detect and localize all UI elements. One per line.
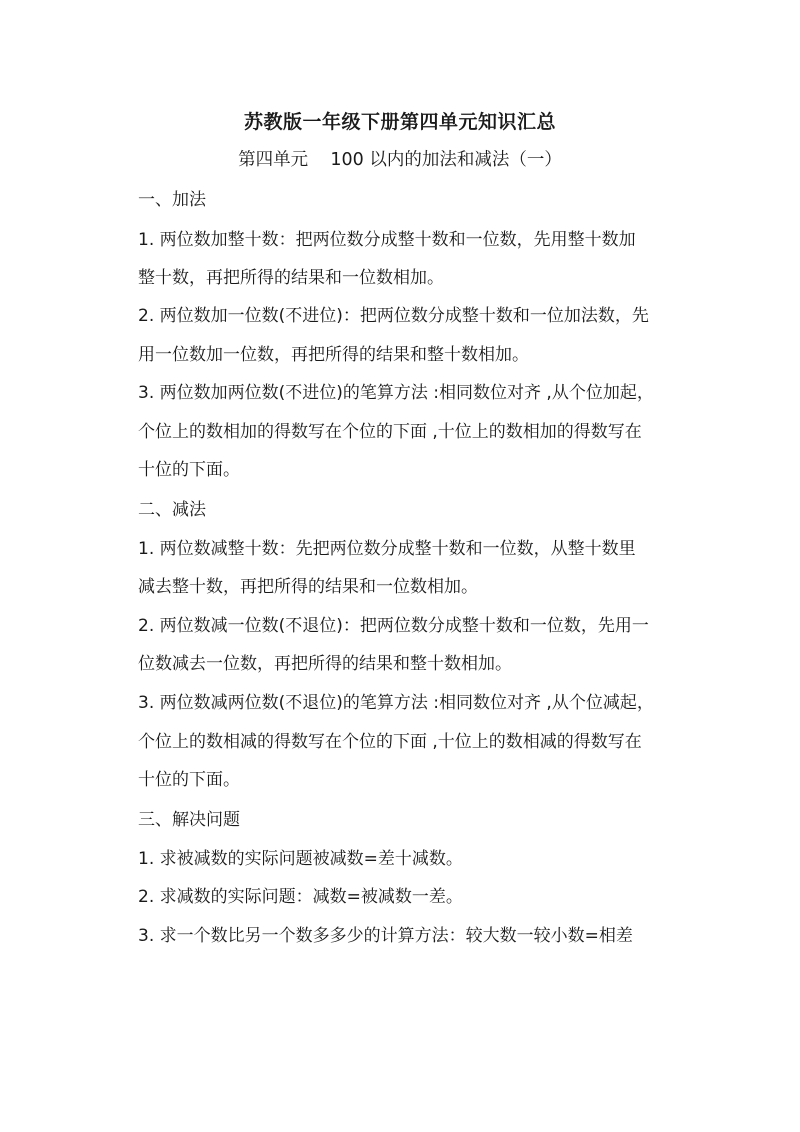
text-line: 1. 两位数加整十数：把两位数分成整十数和一位数，先用整十数加 — [138, 230, 636, 250]
text-line: 1. 两位数减整十数：先把两位数分成整十数和一位数，从整十数里 — [138, 539, 636, 559]
text-line: 2. 两位数加一位数(不进位)：把两位数分成整十数和一位加法数，先 — [138, 306, 649, 326]
text-line: 3. 求一个数比另一个数多多少的计算方法：较大数一较小数=相差 — [138, 926, 633, 946]
text-line: 3. 两位数加两位数(不进位)的笔算方法 :相同数位对齐 ,从个位加起， — [138, 383, 654, 403]
text-line: 整十数，再把所得的结果和一位数相加。 — [138, 268, 444, 288]
text-line: 用一位数加一位数，再把所得的结果和整十数相加。 — [138, 345, 529, 365]
document-subtitle: 第四单元 100 以内的加法和减法（一） — [238, 150, 562, 170]
section-heading-addition: 一、加法 — [138, 190, 206, 210]
text-line: 2. 求减数的实际问题：减数=被减数一差。 — [138, 887, 463, 907]
text-line: 3. 两位数减两位数(不退位)的笔算方法 :相同数位对齐 ,从个位减起， — [138, 693, 654, 713]
text-line: 个位上的数相加的得数写在个位的下面 ,十位上的数相加的得数写在 — [138, 422, 642, 442]
text-line: 十位的下面。 — [138, 460, 240, 480]
text-line: 十位的下面。 — [138, 770, 240, 790]
text-line: 减去整十数，再把所得的结果和一位数相加。 — [138, 577, 478, 597]
section-heading-subtraction: 二、减法 — [138, 500, 206, 520]
text-line: 1. 求被减数的实际问题被减数=差十减数。 — [138, 849, 463, 869]
section-heading-problem-solving: 三、解决问题 — [138, 810, 240, 830]
text-line: 2. 两位数减一位数(不退位)：把两位数分成整十数和一位数，先用一 — [138, 616, 649, 636]
text-line: 个位上的数相减的得数写在个位的下面 ,十位上的数相减的得数写在 — [138, 732, 642, 752]
document-title: 苏教版一年级下册第四单元知识汇总 — [243, 111, 556, 133]
text-line: 位数减去一位数，再把所得的结果和整十数相加。 — [138, 654, 512, 674]
